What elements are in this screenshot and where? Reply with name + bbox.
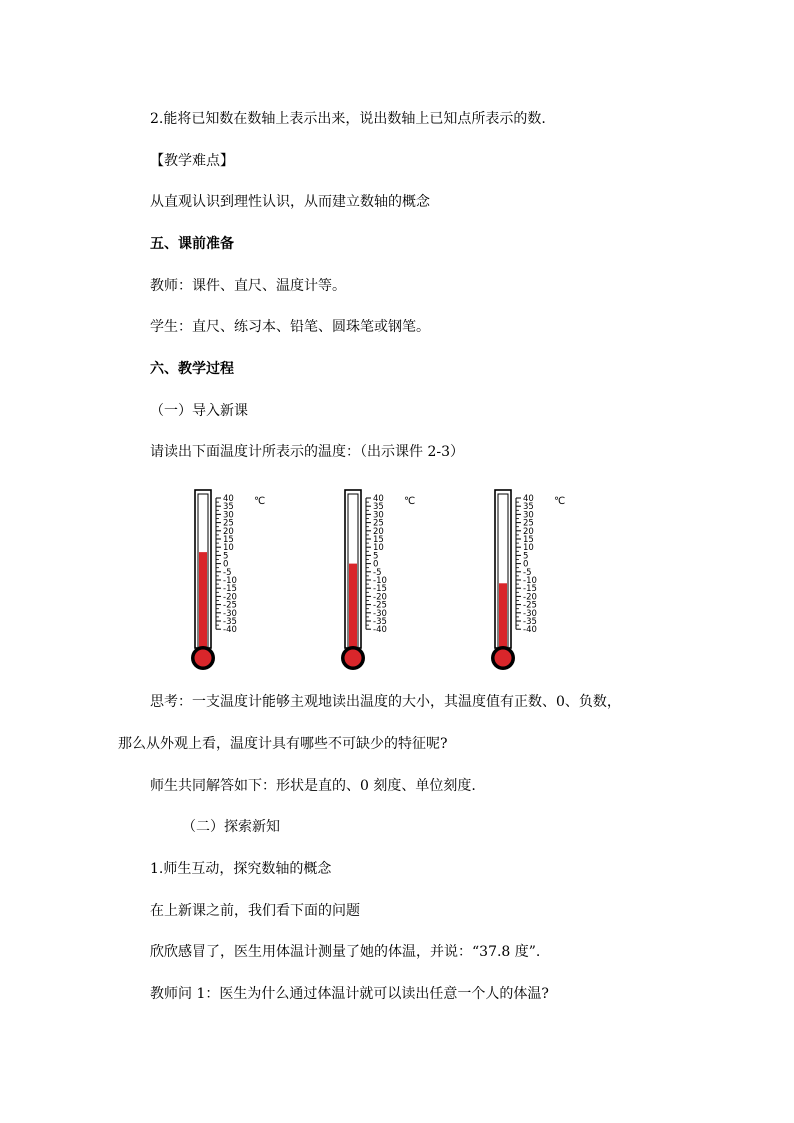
scale-tick-label: -40: [223, 625, 237, 636]
scale-tick-label: -15: [523, 584, 537, 595]
subsection-intro: （一）导入新课: [150, 403, 248, 419]
scale-tick-label: -10: [523, 576, 537, 586]
scale-tick-label: -40: [523, 625, 537, 636]
scale-tick-label: 10: [523, 543, 534, 554]
scale-tick-label: 0: [523, 559, 529, 570]
scale-tick-label: -30: [223, 608, 237, 619]
scale-tick-label: 40: [373, 494, 384, 504]
unit-label: ℃: [254, 496, 266, 507]
bulb-liquid: [495, 650, 512, 667]
scale-tick-label: -5: [373, 567, 382, 578]
thermometer-svg: [322, 488, 442, 673]
section-heading-difficulty: 【教学难点】: [150, 153, 234, 169]
read-temperature-prompt: 请读出下面温度计所表示的温度：（出示课件 2-3）: [150, 444, 464, 460]
scale-tick-label: 10: [223, 543, 234, 554]
scale-tick-label: -10: [223, 576, 237, 586]
scale-tick-label: -35: [223, 617, 237, 627]
thermometer-figure: [150, 488, 670, 673]
scale-tick-label: 5: [223, 551, 229, 562]
thermometer-3: [472, 488, 592, 673]
bulb-liquid: [195, 650, 212, 667]
scale-tick-label: -25: [223, 600, 237, 611]
difficulty-text: 从直观认识到理性认识，从而建立数轴的概念: [150, 194, 430, 210]
scale-tick-label: 30: [373, 510, 384, 521]
scale-tick-label: 15: [523, 535, 534, 545]
scale-tick-label: 5: [373, 551, 379, 562]
unit-label: ℃: [404, 496, 416, 507]
scale-tick-label: -25: [523, 600, 537, 611]
scale-tick-label: 25: [523, 518, 534, 529]
scale-tick-label: 5: [523, 551, 529, 562]
scale-tick-label: 15: [373, 535, 384, 545]
scale-tick-label: -10: [373, 576, 387, 586]
scale-tick-label: 10: [373, 543, 384, 554]
thermometer-1: [172, 488, 292, 673]
scale-tick-label: 35: [223, 502, 234, 513]
section-heading-process: 六、教学过程: [150, 361, 234, 377]
scale-tick-label: 20: [523, 526, 534, 537]
liquid-column: [349, 564, 357, 652]
teacher-materials: 教师：课件、直尺、温度计等。: [150, 278, 346, 294]
subsection-explore: （二）探索新知: [182, 819, 280, 835]
scale-tick-label: 15: [223, 535, 234, 545]
scale-tick-label: 35: [523, 502, 534, 513]
scale-tick-label: -5: [523, 567, 532, 578]
interaction-heading: 1.师生互动，探究数轴的概念: [150, 861, 332, 877]
scale-tick-label: 30: [523, 510, 534, 521]
scale-tick-label: 40: [223, 494, 234, 504]
scale-tick-label: -30: [523, 608, 537, 619]
liquid-column: [199, 552, 207, 652]
scale-tick-label: 20: [223, 526, 234, 537]
scale-tick-label: 0: [373, 559, 379, 570]
liquid-column: [499, 583, 507, 652]
teacher-question-1: 教师问 1：医生为什么通过体温计就可以读出任意一个人的体温?: [150, 986, 549, 1002]
scale-tick-label: 35: [373, 502, 384, 513]
before-lesson-text: 在上新课之前，我们看下面的问题: [150, 903, 360, 919]
scale-tick-label: -35: [373, 617, 387, 627]
scale-tick-label: -40: [373, 625, 387, 636]
scale-tick-label: 20: [373, 526, 384, 537]
scale-tick-label: -20: [223, 592, 237, 603]
scale-tick-label: -15: [223, 584, 237, 595]
scale-tick-label: -20: [523, 592, 537, 603]
bulb-liquid: [345, 650, 362, 667]
objective-2: 2.能将已知数在数轴上表示出来，说出数轴上已知点所表示的数.: [150, 111, 546, 127]
thermometer-2: [322, 488, 442, 673]
scale-tick-label: 25: [223, 518, 234, 529]
scale-tick-label: -30: [373, 608, 387, 619]
scale-tick-label: 40: [523, 494, 534, 504]
student-materials: 学生：直尺、练习本、铅笔、圆珠笔或钢笔。: [150, 319, 430, 335]
think-question-line2: 那么从外观上看，温度计具有哪些不可缺少的特征呢?: [118, 736, 448, 752]
scale-tick-label: -20: [373, 592, 387, 603]
joint-answer: 师生共同解答如下：形状是直的、0 刻度、单位刻度.: [150, 778, 476, 794]
scale-tick-label: -5: [223, 567, 232, 578]
scale-tick-label: 30: [223, 510, 234, 521]
section-heading-preparation: 五、课前准备: [150, 236, 234, 252]
scale-tick-label: 0: [223, 559, 229, 570]
scale-tick-label: -35: [523, 617, 537, 627]
think-question-line1: 思考：一支温度计能够主观地读出温度的大小，其温度值有正数、0、负数，: [150, 694, 621, 710]
thermometer-svg: [172, 488, 292, 673]
scale-tick-label: 25: [373, 518, 384, 529]
scale-tick-label: -25: [373, 600, 387, 611]
thermometer-svg: [472, 488, 592, 673]
scale-tick-label: -15: [373, 584, 387, 595]
story-text: 欣欣感冒了，医生用体温计测量了她的体温，并说：“37.8 度”.: [150, 944, 541, 960]
unit-label: ℃: [554, 496, 566, 507]
